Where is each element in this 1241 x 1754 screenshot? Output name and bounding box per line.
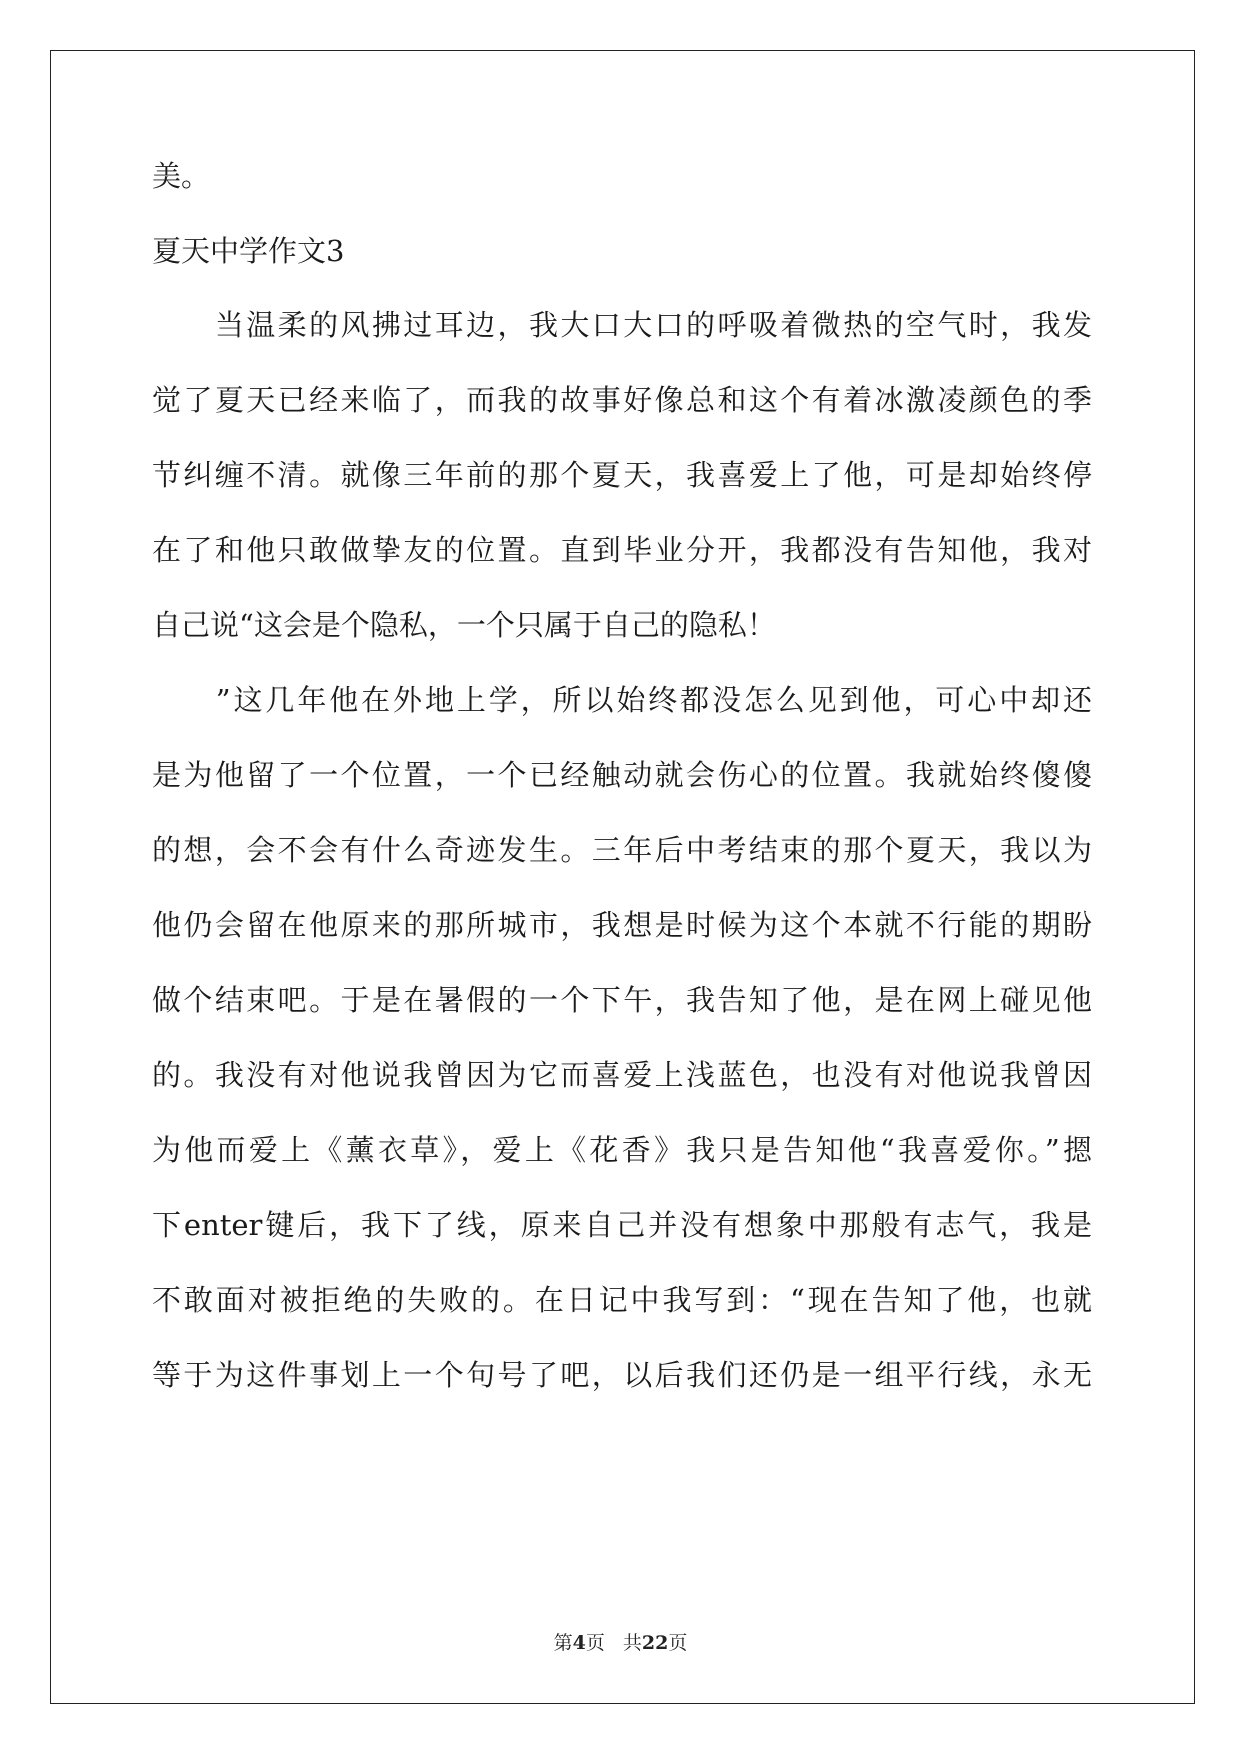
text-line: 下enter键后，我下了线，原来自己并没有想象中那般有志气，我是 [152, 1208, 1092, 1242]
text-line: 在了和他只敢做挚友的位置。直到毕业分开，我都没有告知他，我对 [152, 533, 1092, 567]
text-line: 是为他留了一个位置，一个已经触动就会伤心的位置。我就始终傻傻 [152, 758, 1092, 792]
page-number: 4 [572, 1632, 586, 1654]
text-line: 自己说“这会是个隐私，一个只属于自己的隐私！ [152, 608, 776, 642]
total-pages: 22 [641, 1632, 669, 1654]
text-line: 的想，会不会有什么奇迹发生。三年后中考结束的那个夏天，我以为 [152, 833, 1092, 867]
total-suffix: 页 [668, 1632, 688, 1654]
text-line: 他仍会留在他原来的那所城市，我想是时候为这个本就不行能的期盼 [152, 908, 1092, 942]
text-line: ”这几年他在外地上学，所以始终都没怎么见到他，可心中却还 [152, 683, 1092, 717]
text-line: 的。我没有对他说我曾因为它而喜爱上浅蓝色，也没有对他说我曾因 [152, 1058, 1092, 1092]
total-prefix: 共 [622, 1632, 642, 1654]
page-suffix: 页 [585, 1632, 605, 1654]
text-line: 做个结束吧。于是在暑假的一个下午，我告知了他，是在网上碰见他 [152, 983, 1092, 1017]
page-footer [0, 1628, 1241, 1655]
text-line: 当温柔的风拂过耳边，我大口大口的呼吸着微热的空气时，我发 [152, 308, 1092, 342]
section-heading: 夏天中学作文3 [152, 234, 345, 268]
text-line: 不敢面对被拒绝的失败的。在日记中我写到：“现在告知了他，也就 [152, 1283, 1092, 1317]
text-line: 节纠缠不清。就像三年前的那个夏天，我喜爱上了他，可是却始终停 [152, 458, 1092, 492]
page-border [50, 50, 1195, 1704]
text-line: 觉了夏天已经来临了，而我的故事好像总和这个有着冰激凌颜色的季 [152, 383, 1092, 417]
text-line: 美。 [152, 159, 211, 193]
text-line: 等于为这件事划上一个句号了吧，以后我们还仍是一组平行线，永无 [152, 1358, 1092, 1392]
page-prefix: 第 [553, 1632, 573, 1654]
text-line: 为他而爱上《薰衣草》，爱上《花香》我只是告知他“我喜爱你。”摁 [152, 1133, 1092, 1167]
